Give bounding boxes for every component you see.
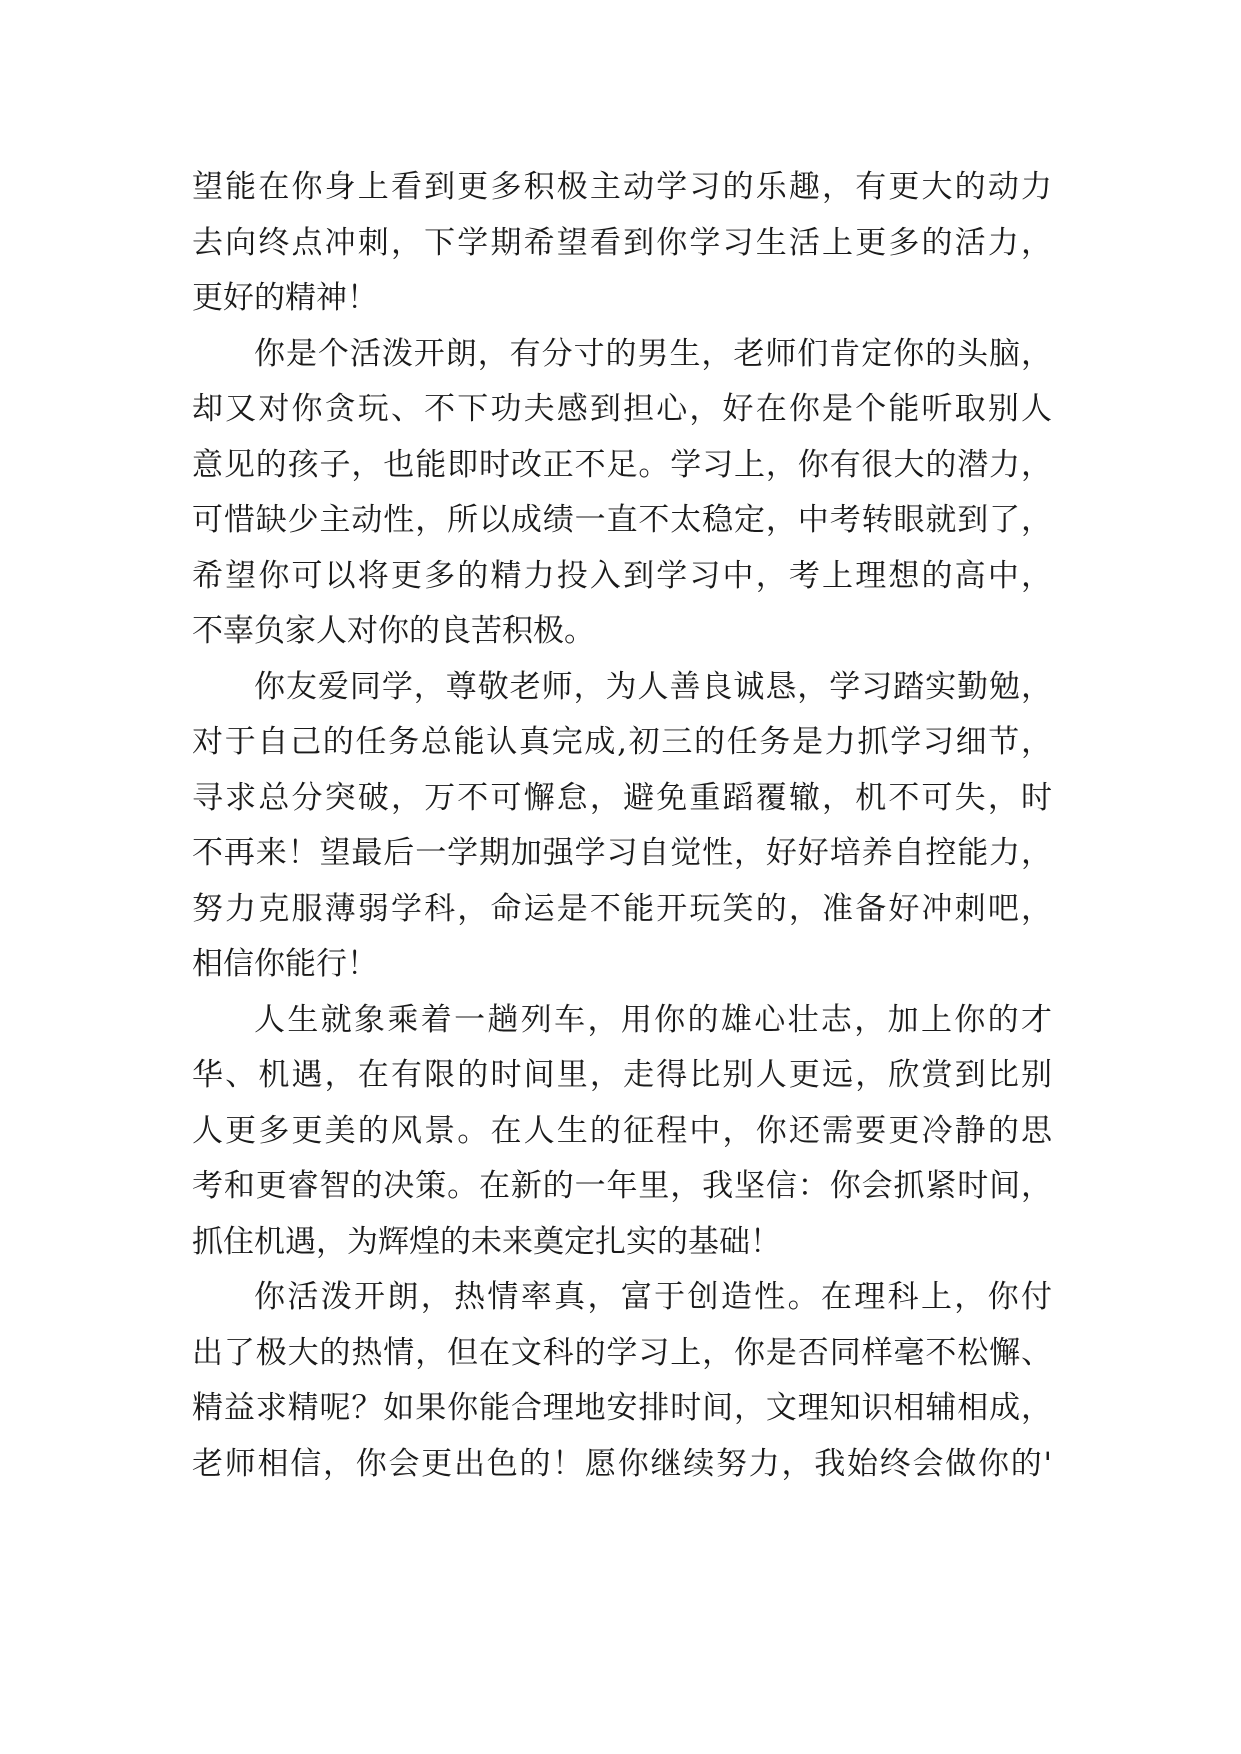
paragraph-line: 不辜负家人对你的良苦积极。 [192, 613, 595, 649]
paragraph-line: 望能在你身上看到更多积极主动学习的乐趣，有更大的动力 [192, 169, 1052, 205]
document-body [192, 160, 1052, 1492]
paragraph-line: 你活泼开朗，热情率真，富于创造性。在理科上，你付 [254, 1279, 1052, 1315]
paragraph-line: 出了极大的热情，但在文科的学习上，你是否同样毫不松懈、 [192, 1334, 1052, 1371]
paragraph-line: 去向终点冲刺，下学期希望看到你学习生活上更多的活力， [192, 224, 1052, 261]
paragraph-line: 老师相信，你会更出色的！愿你继续努力，我始终会做你的' [192, 1445, 1052, 1482]
paragraph-line: 考和更睿智的决策。在新的一年里，我坚信：你会抓紧时间， [192, 1168, 1052, 1204]
paragraph-line: 不再来！望最后一学期加强学习自觉性，好好培养自控能力， [192, 835, 1052, 871]
paragraph-line: 更好的精神！ [192, 280, 378, 316]
paragraph-line: 你是个活泼开朗，有分寸的男生，老师们肯定你的头脑， [254, 335, 1052, 372]
paragraph-line: 人生就象乘着一趟列车，用你的雄心壮志，加上你的才 [254, 1001, 1052, 1038]
paragraph-line: 寻求总分突破，万不可懈怠，避免重蹈覆辙，机不可失，时 [192, 779, 1052, 816]
paragraph-line: 人更多更美的风景。在人生的征程中，你还需要更冷静的思 [192, 1112, 1052, 1149]
paragraph-line: 却又对你贪玩、不下功夫感到担心，好在你是个能听取别人 [192, 391, 1052, 427]
paragraph-line: 华、机遇，在有限的时间里，走得比别人更远，欣赏到比别 [192, 1057, 1052, 1093]
paragraph-line: 希望你可以将更多的精力投入到学习中，考上理想的高中， [192, 557, 1052, 594]
paragraph-line: 精益求精呢？如果你能合理地安排时间，文理知识相辅相成， [192, 1390, 1052, 1426]
paragraph-line: 意见的孩子，也能即时改正不足。学习上，你有很大的潜力， [192, 446, 1052, 483]
paragraph-line: 抓住机遇，为辉煌的未来奠定扎实的基础！ [192, 1223, 781, 1260]
paragraph-line: 你友爱同学，尊敬老师，为人善良诚恳，学习踏实勤勉， [254, 668, 1052, 705]
paragraph-line: 相信你能行！ [192, 946, 378, 982]
paragraph-line: 努力克服薄弱学科，命运是不能开玩笑的，准备好冲刺吧， [192, 890, 1052, 927]
paragraph-line: 可惜缺少主动性，所以成绩一直不太稳定，中考转眼就到了， [192, 502, 1052, 538]
paragraph-line: 对于自己的任务总能认真完成,初三的任务是力抓学习细节， [192, 724, 1052, 760]
